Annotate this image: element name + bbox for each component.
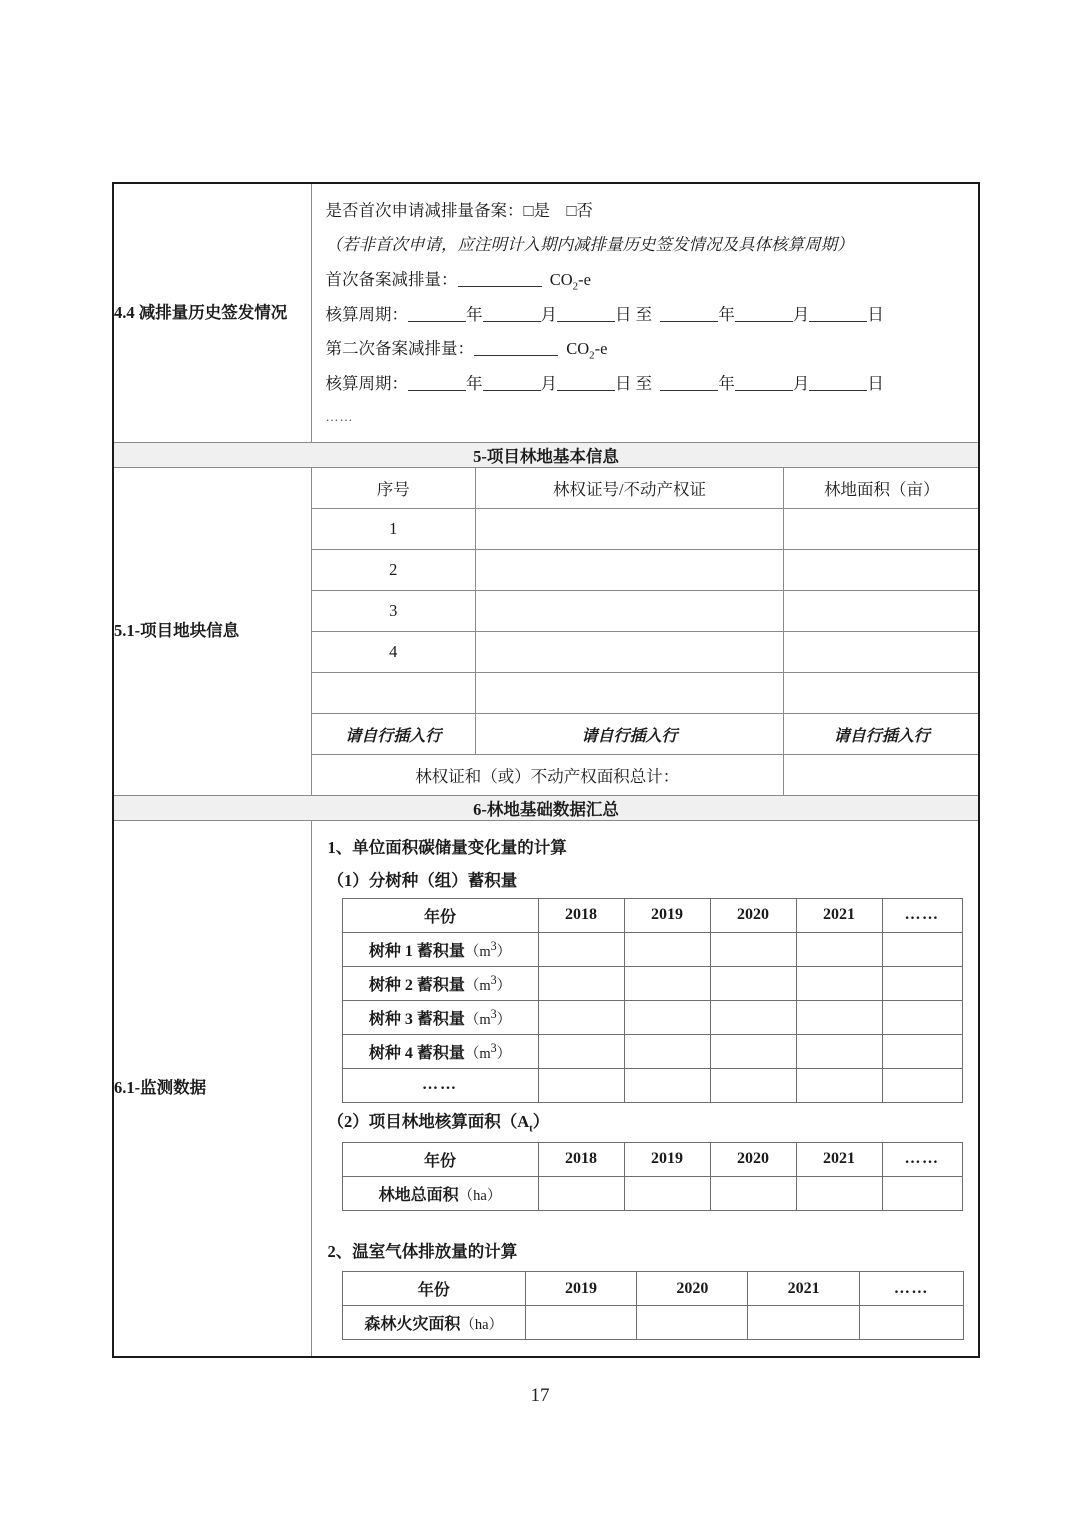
species-3-volume-2019[interactable]: [624, 1000, 710, 1034]
period1-end-month-input[interactable]: [735, 304, 793, 322]
parcel-index-2: 2: [312, 550, 476, 591]
parcel-certificate-3[interactable]: [476, 591, 784, 632]
table-row: [342, 966, 962, 1000]
forest-total-area-2021[interactable]: [796, 1176, 882, 1210]
row-4-4: [113, 183, 979, 443]
species-4-volume-2021[interactable]: [796, 1034, 882, 1068]
row-4-4-label: 4.4 减排量历史签发情况: [113, 183, 311, 443]
period1-end-day-input[interactable]: [809, 304, 867, 322]
parcel-index-5: [312, 673, 476, 714]
parcel-certificate-1[interactable]: [476, 509, 784, 550]
forest-area-year-2018: 2018: [538, 1142, 624, 1176]
first-filing-line: [326, 263, 965, 298]
unit-month-1a: 月: [540, 304, 557, 324]
species-2-volume-unit: $(m^3)$: [464, 973, 512, 994]
parcel-area-5[interactable]: [784, 673, 980, 714]
parcel-index-3: 3: [312, 591, 476, 632]
species-2-volume-2020[interactable]: [710, 966, 796, 1000]
table-row: [312, 550, 980, 591]
species-1-volume-2020[interactable]: [710, 932, 796, 966]
unit-month-2a: 月: [540, 373, 557, 393]
species-more-2019[interactable]: [624, 1068, 710, 1102]
period1-start-month-input[interactable]: [483, 304, 541, 322]
unit-day-1b: 日: [867, 304, 884, 324]
row-5-1-body: [311, 468, 979, 796]
species-volume-header-row: [342, 898, 962, 932]
table-row: [342, 1306, 964, 1340]
species-4-volume-name: 树种 4 蓄积量: [368, 1044, 465, 1062]
row-6-1-body: [311, 821, 979, 1357]
parcel-certificate-2[interactable]: [476, 550, 784, 591]
species-4-volume-more[interactable]: [882, 1034, 962, 1068]
species-1-volume-2021[interactable]: [796, 932, 882, 966]
insert-row-hint-certificate: 请自行插入行: [476, 714, 784, 755]
parcel-table-header-row: [312, 468, 980, 509]
period-to-2: 至: [635, 373, 653, 393]
forest-area-year-2020: 2020: [710, 1142, 796, 1176]
species-3-volume-2021[interactable]: [796, 1000, 882, 1034]
row-6-1: [113, 821, 979, 1357]
period-label-2: 核算周期：: [325, 373, 408, 393]
species-1-volume-name: 树种 1 蓄积量: [368, 942, 465, 960]
species-volume-year-label: 年份: [342, 898, 538, 932]
forest-area-header-row: [342, 1142, 962, 1176]
first-filing-label: 首次备案减排量：: [325, 269, 458, 289]
unit-year-1b: 年: [718, 304, 735, 324]
row-4-4-ellipsis: ……: [325, 409, 354, 425]
period1-start-day-input[interactable]: [557, 304, 615, 322]
forest-area-year-2019: 2019: [624, 1142, 710, 1176]
insert-row-hint-area: 请自行插入行: [784, 714, 980, 755]
table-row: [342, 1176, 962, 1210]
unit-month-1b: 月: [792, 304, 810, 324]
ghg-year-label: 年份: [342, 1272, 525, 1306]
first-record-question-line: [326, 194, 965, 228]
period-to-1: 至: [635, 304, 653, 324]
ghg-emission-table: [342, 1271, 965, 1340]
species-more-2020[interactable]: [710, 1068, 796, 1102]
forest-total-area-more[interactable]: [882, 1176, 962, 1210]
species-3-volume-unit: $(m^3)$: [464, 1007, 512, 1028]
checkbox-yes[interactable]: □是: [523, 201, 550, 220]
species-volume-year-2019: 2019: [624, 898, 710, 932]
period-line-1: [326, 298, 965, 332]
forest-total-area-unit: （ha）: [458, 1187, 502, 1204]
parcel-header-index: 序号: [312, 468, 476, 509]
table-row: [312, 673, 980, 714]
species-2-volume-2021[interactable]: [796, 966, 882, 1000]
table-row: [342, 932, 962, 966]
first-filing-unit: $CO_2-e$: [549, 269, 591, 292]
first-record-question-label: 是否首次申请减排量备案：: [325, 201, 524, 220]
row-4-4-body: [311, 183, 979, 443]
species-1-volume-label: [342, 932, 538, 966]
table-row: [312, 509, 980, 550]
species-volume-year-2021: 2021: [796, 898, 882, 932]
species-1-volume-2018[interactable]: [538, 932, 624, 966]
table-row: [342, 1068, 962, 1102]
species-4-volume-unit: $(m^3)$: [464, 1041, 512, 1062]
species-2-volume-name: 树种 2 蓄积量: [368, 976, 465, 994]
parcel-total-value[interactable]: [784, 755, 980, 796]
unit-year-2a: 年: [466, 373, 483, 393]
species-volume-year-2018: 2018: [538, 898, 624, 932]
unit-day-2a: 日: [615, 373, 632, 393]
table-row: [342, 1034, 962, 1068]
section-5-banner-row: [113, 443, 979, 468]
insert-row-hint-index: 请自行插入行: [312, 714, 476, 755]
period1-end-year-input[interactable]: [660, 304, 718, 322]
ghg-year-2021: 2021: [748, 1272, 859, 1306]
parcel-area-4[interactable]: [784, 632, 980, 673]
heading-carbon-stock-change: 1、单位面积碳储量变化量的计算: [327, 838, 567, 858]
forest-total-area-2020[interactable]: [710, 1176, 796, 1210]
heading-ghg-emissions: 2、温室气体排放量的计算: [327, 1241, 518, 1261]
forest-fire-area-2020[interactable]: [637, 1306, 748, 1340]
forest-fire-area-2019[interactable]: [525, 1306, 636, 1340]
species-3-volume-2018[interactable]: [538, 1000, 624, 1034]
forest-fire-area-more[interactable]: [859, 1306, 963, 1340]
forest-fire-area-label: [342, 1306, 525, 1340]
forest-fire-area-name: 森林火灾面积: [364, 1316, 461, 1334]
unit-day-1a: 日: [615, 304, 632, 324]
row-5-1-label: 5.1-项目地块信息: [113, 468, 311, 796]
species-2-volume-2018[interactable]: [538, 966, 624, 1000]
forest-total-area-name: 林地总面积: [378, 1186, 459, 1204]
second-filing-input[interactable]: [474, 338, 558, 356]
ghg-year-2019: 2019: [525, 1272, 636, 1306]
forest-area-year-2021: 2021: [796, 1142, 882, 1176]
parcel-area-2[interactable]: [784, 550, 980, 591]
section-6-banner-row: [113, 796, 979, 821]
species-volume-table: [342, 898, 963, 1103]
species-more-label: ……: [342, 1068, 538, 1102]
species-3-volume-2020[interactable]: [710, 1000, 796, 1034]
subheading-forest-area: （2）项目林地核算面积$(A_t)$: [327, 1111, 550, 1135]
period2-start-day-input[interactable]: [557, 373, 615, 391]
insert-row-hint-row: [312, 714, 980, 755]
forest-fire-area-unit: （ha）: [460, 1317, 504, 1334]
ghg-header-row: [342, 1272, 964, 1306]
period2-start-month-input[interactable]: [483, 373, 541, 391]
parcel-certificate-4[interactable]: [476, 632, 784, 673]
row-6-1-label: 6.1-监测数据: [113, 821, 311, 1357]
period2-start-year-input[interactable]: [408, 373, 466, 391]
species-2-volume-more[interactable]: [882, 966, 962, 1000]
species-3-volume-more[interactable]: [882, 1000, 962, 1034]
ghg-year-more: ……: [859, 1272, 963, 1306]
parcel-index-4: 4: [312, 632, 476, 673]
forest-area-table: [342, 1142, 963, 1211]
ghg-year-2020: 2020: [637, 1272, 748, 1306]
species-2-volume-2019[interactable]: [624, 966, 710, 1000]
parcel-total-row: [312, 755, 980, 796]
unit-year-1a: 年: [466, 304, 483, 324]
unit-month-2b: 月: [792, 373, 810, 393]
period2-end-day-input[interactable]: [809, 373, 867, 391]
species-3-volume-label: [342, 1000, 538, 1034]
species-4-volume-label: [342, 1034, 538, 1068]
species-1-volume-unit: $(m^3)$: [464, 939, 512, 960]
species-2-volume-label: [342, 966, 538, 1000]
section-6-banner: 6-林地基础数据汇总: [113, 796, 979, 821]
table-row: [312, 632, 980, 673]
species-volume-year-2020: 2020: [710, 898, 796, 932]
species-4-volume-2018[interactable]: [538, 1034, 624, 1068]
parcel-certificate-5[interactable]: [476, 673, 784, 714]
forest-total-area-label: [342, 1176, 538, 1210]
parcel-area-1[interactable]: [784, 509, 980, 550]
species-1-volume-2019[interactable]: [624, 932, 710, 966]
period2-end-year-input[interactable]: [660, 373, 718, 391]
page-number: 17: [530, 1385, 550, 1406]
species-volume-year-more: ……: [882, 898, 962, 932]
second-filing-unit: $CO_2-e$: [566, 338, 608, 362]
parcel-area-3[interactable]: [784, 591, 980, 632]
main-form-table: [112, 182, 980, 1358]
checkbox-no[interactable]: □否: [566, 201, 593, 220]
species-1-volume-more[interactable]: [882, 932, 962, 966]
species-4-volume-2019[interactable]: [624, 1034, 710, 1068]
forest-area-year-more: ……: [882, 1142, 962, 1176]
table-row: [312, 591, 980, 632]
parcel-total-label: 林权证和（或）不动产权面积总计：: [312, 755, 784, 796]
period2-end-month-input[interactable]: [735, 373, 793, 391]
species-more-2021[interactable]: [796, 1068, 882, 1102]
first-record-note: （若非首次申请，应注明计入期内减排量历史签发情况及具体核算周期）: [325, 235, 854, 255]
parcel-header-area: 林地面积（亩）: [784, 468, 980, 509]
unit-day-2b: 日: [867, 373, 884, 393]
spacer-block: [328, 1211, 965, 1237]
forest-total-area-2019[interactable]: [624, 1176, 710, 1210]
forest-fire-area-2021[interactable]: [748, 1306, 859, 1340]
subheading-species-volume: （1）分树种（组）蓄积量: [327, 870, 518, 890]
period1-start-year-input[interactable]: [408, 304, 466, 322]
table-row: [342, 1000, 962, 1034]
row-5-1: [113, 468, 979, 796]
second-filing-line: [326, 332, 965, 367]
forest-area-year-label: 年份: [342, 1142, 538, 1176]
species-3-volume-name: 树种 3 蓄积量: [368, 1010, 465, 1028]
period-line-2: [326, 367, 965, 401]
forest-total-area-2018[interactable]: [538, 1176, 624, 1210]
first-filing-input[interactable]: [458, 269, 542, 287]
unit-year-2b: 年: [718, 373, 735, 393]
species-more-more[interactable]: [882, 1068, 962, 1102]
species-more-2018[interactable]: [538, 1068, 624, 1102]
parcel-header-certificate: 林权证号/不动产权证: [476, 468, 784, 509]
second-filing-label: 第二次备案减排量：: [325, 338, 474, 358]
section-5-banner: 5-项目林地基本信息: [113, 443, 979, 468]
period-label-1: 核算周期：: [325, 304, 408, 324]
parcel-index-1: 1: [312, 509, 476, 550]
species-4-volume-2020[interactable]: [710, 1034, 796, 1068]
parcel-info-table: [312, 468, 980, 795]
